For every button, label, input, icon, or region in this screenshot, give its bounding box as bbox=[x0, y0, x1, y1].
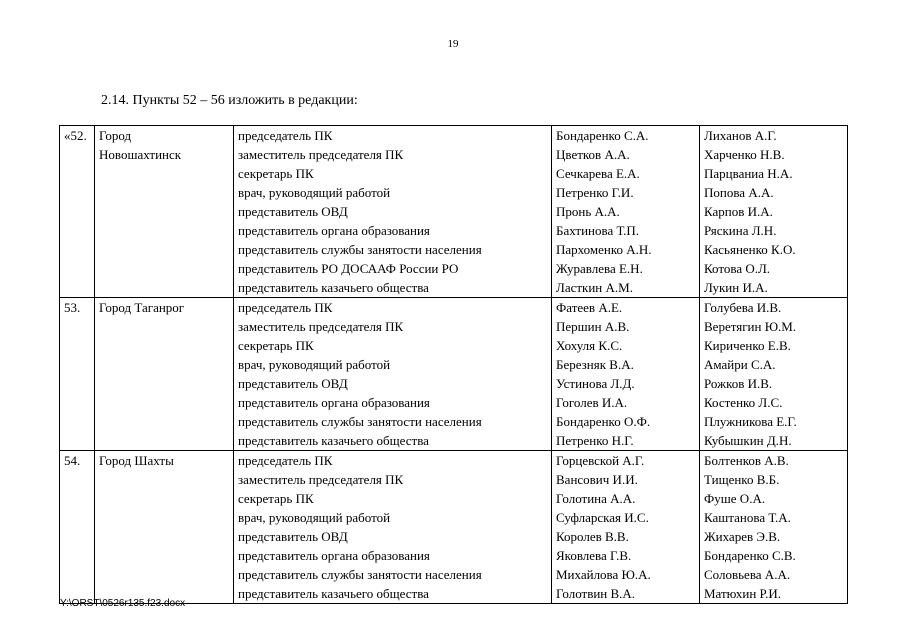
page-number: 19 bbox=[447, 38, 459, 50]
role-label: представитель органа образования bbox=[238, 223, 430, 238]
reserve-name: Жихарев Э.В. bbox=[704, 529, 781, 544]
city-name: Город Шахты bbox=[99, 453, 174, 468]
role-label-cell bbox=[234, 298, 552, 451]
reserve-name: Парцваниа Н.А. bbox=[704, 166, 793, 181]
table-row bbox=[60, 126, 848, 298]
reserve-name-cell bbox=[700, 126, 848, 298]
role-label: представитель ОВД bbox=[238, 529, 348, 544]
member-name: Бондаренко О.Ф. bbox=[556, 414, 651, 429]
reserve-name: Матюхин Р.И. bbox=[704, 586, 782, 601]
city-name-cell bbox=[95, 298, 234, 451]
member-name: Сечкарева Е.А. bbox=[556, 166, 640, 181]
role-label: представитель службы занятости населения bbox=[238, 414, 482, 429]
reserve-name: Голубева И.В. bbox=[704, 300, 782, 315]
item-number: «52. bbox=[60, 126, 95, 298]
role-label: представитель казачьего общества bbox=[238, 433, 429, 448]
member-name: Хохуля К.С. bbox=[556, 338, 623, 353]
item-number: 53. bbox=[60, 298, 95, 451]
member-name: Гоголев И.А. bbox=[556, 395, 628, 410]
item-number: 54. bbox=[60, 451, 95, 604]
role-label: секретарь ПК bbox=[238, 166, 314, 181]
city-name-cell bbox=[95, 451, 234, 604]
reserve-name: Соловьева А.А. bbox=[704, 567, 791, 582]
reserve-name: Котова О.Л. bbox=[704, 261, 771, 276]
member-name-cell bbox=[552, 451, 700, 604]
reserve-name-cell bbox=[700, 298, 848, 451]
member-name: Петренко Н.Г. bbox=[556, 433, 634, 448]
table-row bbox=[60, 451, 848, 604]
reserve-name: Касьяненко К.О. bbox=[704, 242, 796, 257]
reserve-name: Рожков И.В. bbox=[704, 376, 773, 391]
role-label: представитель ОВД bbox=[238, 376, 348, 391]
member-name: Петренко Г.И. bbox=[556, 185, 634, 200]
member-name: Устинова Л.Д. bbox=[556, 376, 635, 391]
reserve-name: Болтенков А.В. bbox=[704, 453, 789, 468]
reserve-name: Карпов И.А. bbox=[704, 204, 773, 219]
member-name: Ласткин А.М. bbox=[556, 280, 633, 295]
role-label: представитель службы занятости населения bbox=[238, 567, 482, 582]
member-name: Цветков А.А. bbox=[556, 147, 630, 162]
commission-table bbox=[59, 125, 848, 604]
reserve-name: Веретягин Ю.М. bbox=[704, 319, 797, 334]
reserve-name: Лиханов А.Г. bbox=[704, 128, 777, 143]
member-name: Суфларская И.С. bbox=[556, 510, 649, 525]
role-label: представитель службы занятости населения bbox=[238, 242, 482, 257]
member-name: Березняк В.А. bbox=[556, 357, 634, 372]
member-name: Пархоменко А.Н. bbox=[556, 242, 652, 257]
reserve-name: Бондаренко С.В. bbox=[704, 548, 796, 563]
reserve-name: Амайри С.А. bbox=[704, 357, 776, 372]
member-name: Вансович И.И. bbox=[556, 472, 638, 487]
role-label: врач, руководящий работой bbox=[238, 510, 391, 525]
member-name: Королев В.В. bbox=[556, 529, 629, 544]
role-label: заместитель председателя ПК bbox=[238, 147, 404, 162]
reserve-name: Тищенко В.Б. bbox=[704, 472, 780, 487]
member-name: Першин А.В. bbox=[556, 319, 630, 334]
role-label: представитель казачьего общества bbox=[238, 586, 429, 601]
reserve-name: Плужникова Е.Г. bbox=[704, 414, 797, 429]
reserve-name: Попова А.А. bbox=[704, 185, 774, 200]
member-name: Фатеев А.Е. bbox=[556, 300, 623, 315]
role-label: представитель органа образования bbox=[238, 548, 430, 563]
city-name: Новошахтинск bbox=[99, 147, 182, 162]
member-name: Пронь А.А. bbox=[556, 204, 620, 219]
member-name-cell bbox=[552, 126, 700, 298]
role-label: представитель ОВД bbox=[238, 204, 348, 219]
role-label-cell bbox=[234, 126, 552, 298]
reserve-name: Каштанова Т.А. bbox=[704, 510, 791, 525]
role-label: заместитель председателя ПК bbox=[238, 319, 404, 334]
reserve-name: Харченко Н.В. bbox=[704, 147, 785, 162]
role-label: представитель органа образования bbox=[238, 395, 430, 410]
file-path-footer: Y:\ORST\0526r135.f23.docx bbox=[60, 598, 186, 609]
role-label: врач, руководящий работой bbox=[238, 185, 391, 200]
role-label: заместитель председателя ПК bbox=[238, 472, 404, 487]
role-label: представитель РО ДОСААФ России РО bbox=[238, 261, 459, 276]
reserve-name-cell bbox=[700, 451, 848, 604]
reserve-name: Лукин И.А. bbox=[704, 280, 768, 295]
role-label: врач, руководящий работой bbox=[238, 357, 391, 372]
member-name: Михайлова Ю.А. bbox=[556, 567, 651, 582]
member-name: Журавлева Е.Н. bbox=[556, 261, 643, 276]
role-label: представитель казачьего общества bbox=[238, 280, 429, 295]
amendment-intro: 2.14. Пункты 52 – 56 изложить в редакции: bbox=[101, 93, 358, 108]
table-row bbox=[60, 298, 848, 451]
reserve-name: Кубышкин Д.Н. bbox=[704, 433, 792, 448]
city-name: Город bbox=[99, 128, 132, 143]
role-label: секретарь ПК bbox=[238, 338, 314, 353]
member-name: Бондаренко С.А. bbox=[556, 128, 649, 143]
member-name: Яковлева Г.В. bbox=[556, 548, 632, 563]
role-label-cell bbox=[234, 451, 552, 604]
role-label: секретарь ПК bbox=[238, 491, 314, 506]
reserve-name: Костенко Л.С. bbox=[704, 395, 783, 410]
member-name: Голотина А.А. bbox=[556, 491, 636, 506]
city-name-cell bbox=[95, 126, 234, 298]
member-name-cell bbox=[552, 298, 700, 451]
role-label: председатель ПК bbox=[238, 453, 333, 468]
reserve-name: Фуше О.А. bbox=[704, 491, 766, 506]
member-name: Голотвин В.А. bbox=[556, 586, 636, 601]
member-name: Горцевской А.Г. bbox=[556, 453, 645, 468]
role-label: председатель ПК bbox=[238, 300, 333, 315]
reserve-name: Ряскина Л.Н. bbox=[704, 223, 777, 238]
city-name: Город Таганрог bbox=[99, 300, 185, 315]
reserve-name: Кириченко Е.В. bbox=[704, 338, 791, 353]
member-name: Бахтинова Т.П. bbox=[556, 223, 640, 238]
role-label: председатель ПК bbox=[238, 128, 333, 143]
